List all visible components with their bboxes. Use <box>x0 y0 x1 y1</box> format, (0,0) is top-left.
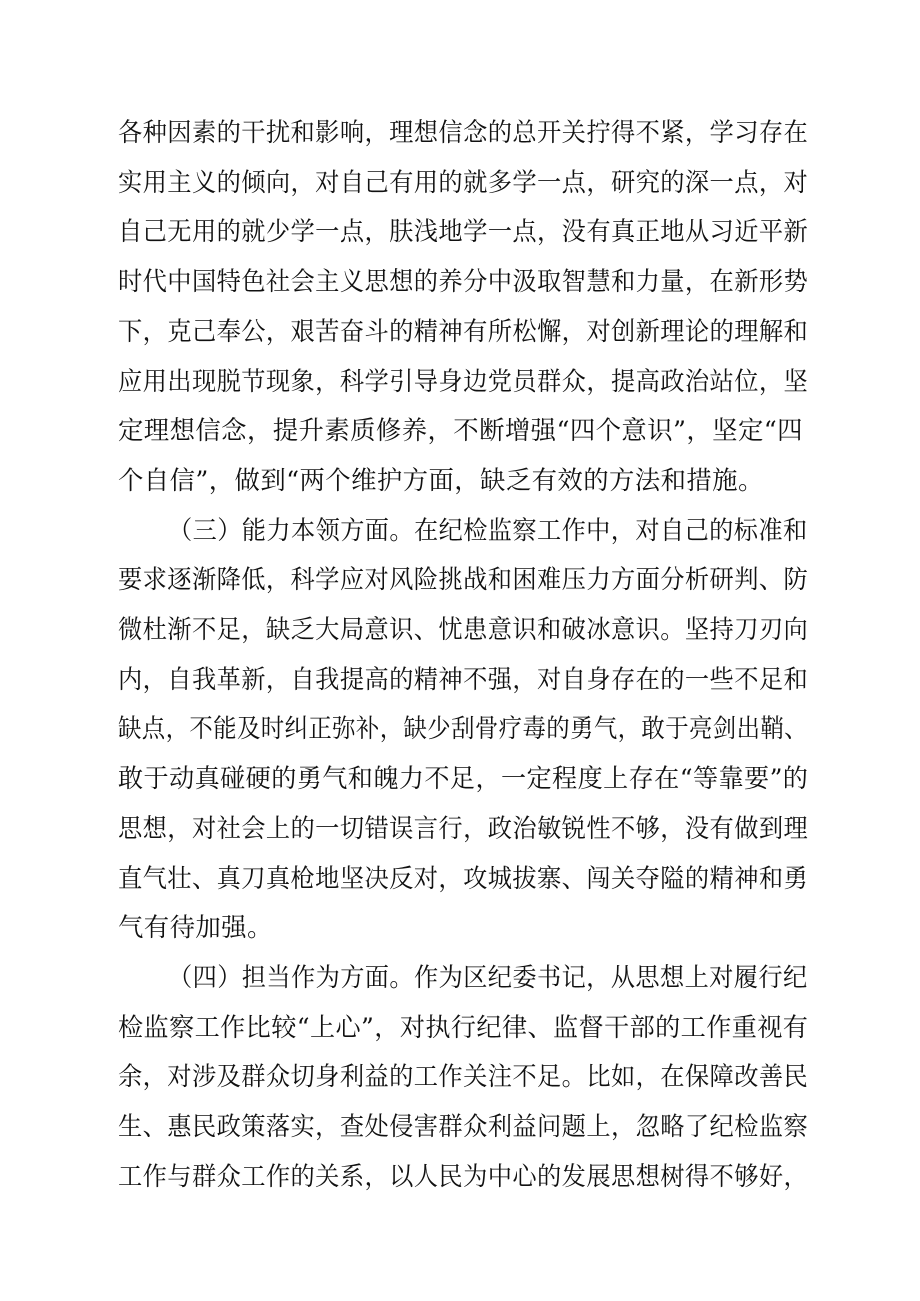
text-line: 工作与群众工作的关系，以人民为中心的发展思想树得不够好， <box>118 1160 809 1191</box>
text-line: 缺点，不能及时纠正弥补，缺少刮骨疗毒的勇气，敢于亮剑出鞘、 <box>118 713 808 744</box>
text-line: 应用出现脱节现象，科学引导身边党员群众，提高政治站位，坚 <box>118 365 809 396</box>
text-line: 自己无用的就少学一点，肤浅地学一点，没有真正地从习近平新 <box>118 216 809 247</box>
text-line: 微杜渐不足，缺乏大局意识、忧患意识和破冰意识。坚持刀刃向 <box>118 614 809 645</box>
text-line: 各种因素的干扰和影响，理想信念的总开关拧得不紧，学习存在 <box>118 117 809 147</box>
text-line: 内，自我革新，自我提高的精神不强，对自身存在的一些不足和 <box>118 663 809 694</box>
text-line: 时代中国特色社会主义思想的养分中汲取智慧和力量，在新形势 <box>118 266 809 297</box>
paragraph-capability <box>118 506 808 953</box>
text-line: 检监察工作比较“上心”，对执行纪律、监督干部的工作重视有 <box>118 1011 809 1042</box>
text-line: 思想，对社会上的一切错误言行，政治敏锐性不够，没有做到理 <box>118 812 809 843</box>
text-line-indented: （四）担当作为方面。作为区纪委书记，从思想上对履行纪 <box>168 961 808 992</box>
text-line: 个自信”，做到“两个维护方面，缺乏有效的方法和措施。 <box>118 464 764 495</box>
text-line: 直气壮、真刀真枪地坚决反对，攻城拔寨、闯关夺隘的精神和勇 <box>118 862 809 893</box>
text-line: 下，克己奉公，艰苦奋斗的精神有所松懈，对创新理论的理解和 <box>118 315 809 346</box>
text-line: 定理想信念，提升素质修养，不断增强“四个意识”，坚定“四 <box>118 415 803 446</box>
paragraph-ideals-beliefs <box>118 108 808 506</box>
text-line: 敢于动真碰硬的勇气和魄力不足，一定程度上存在“等靠要”的 <box>118 763 809 794</box>
paragraph-responsibility <box>118 953 808 1202</box>
text-line: 生、惠民政策落实，查处侵害群众利益问题上，忽略了纪检监察 <box>118 1111 809 1142</box>
text-line: 余，对涉及群众切身利益的工作关注不足。比如，在保障改善民 <box>118 1061 809 1092</box>
text-line: 气有待加强。 <box>118 912 273 943</box>
text-line-indented: （三）能力本领方面。在纪检监察工作中，对自己的标准和 <box>168 514 808 545</box>
text-line: 要求逐渐降低，科学应对风险挑战和困难压力方面分析研判、防 <box>118 564 809 595</box>
text-line: 实用主义的倾向，对自己有用的就多学一点，研究的深一点，对 <box>118 166 809 197</box>
document-page <box>118 108 808 1201</box>
